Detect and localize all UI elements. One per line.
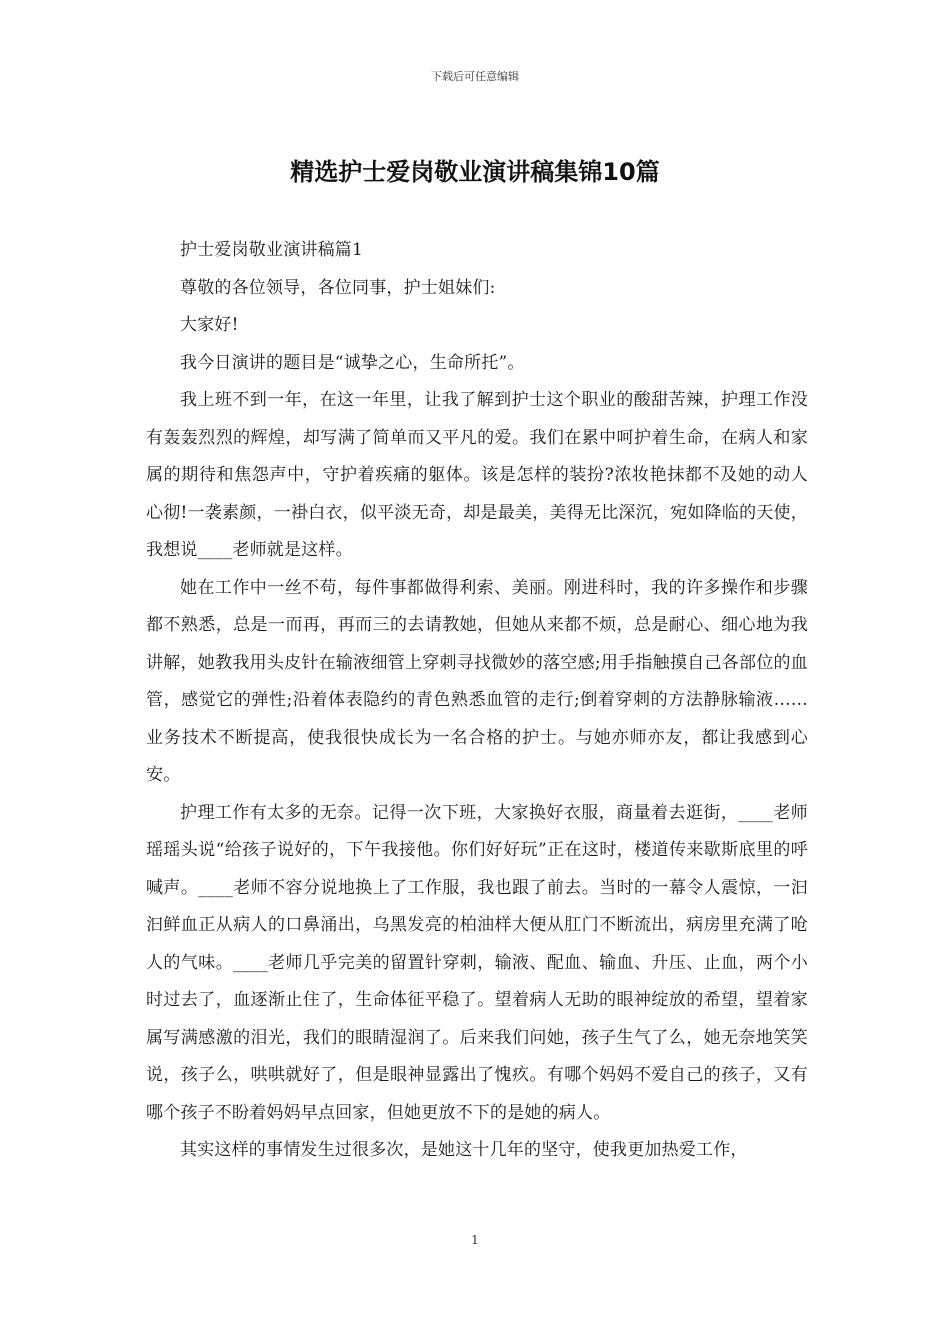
paragraph-section-heading: 护士爱岗敬业演讲稿篇1 [180,240,364,260]
document-title: 精选护士爱岗敬业演讲稿集锦10篇 [290,158,660,186]
paragraph-topic: 我今日演讲的题目是“诚挚之心，生命所托”。 [180,352,525,373]
paragraph-body-4: 其实这样的事情发生过很多次，是她这十几年的坚守，使我更加热爱工作， [180,1140,748,1160]
document-body [146,232,808,1170]
paragraph-body-1: 我上班不到一年，在这一年里，让我了解到护士这个职业的酸甜苦辣，护理工作没有轰轰烈烈的辉煌，却写满了简单而又平凡的爱。我们在累中呵护着生命，在病人和家属的期待和焦怨声中，守护着疾痛的躯体。该是怎样的装扮?浓妆艳抹都不及她的动人心彻!一袭素颜，一褂白衣，似平淡无奇，却是最美，美得无比深沉，宛如降临的天使，我想说____老师就是这样。 [146,390,808,560]
paragraph-greeting: 大家好! [180,315,239,335]
paragraph-body-3: 护理工作有太多的无奈。记得一次下班，大家换好衣服，商量着去逛街，____老师瑶瑶头说“给孩子说好的，下午我接他。你们好好玩”正在这时，楼道传来歇斯底里的呼喊声。____老师不容分说地换上了工作服，我也跟了前去。当时的一幕令人震惊，一汩汩鲜血正从病人的口鼻涌出，乌黑发亮的柏油样大便从肛门不断流出，病房里充满了呛人的气味。____老师几乎完美的留置针穿刺，输液、配血、输血、升压、止血，两个小时过去了，血逐渐止住了，生命体征平稳了。望着病人无助的眼神绽放的希望，望着家属写满感激的泪光，我们的眼睛湿润了。后来我们问她，孩子生气了么，她无奈地笑笑说，孩子么，哄哄就好了，但是眼神显露出了愧疚。有哪个妈妈不爱自己的孩子，又有哪个孩子不盼着妈妈早点回家，但她更放不下的是她的病人。 [146,802,808,1123]
page-number: 1 [471,1233,479,1247]
page-header-note: 下载后可任意编辑 [431,70,519,83]
paragraph-body-2: 她在工作中一丝不苟，每件事都做得利索、美丽。刚进科时，我的许多操作和步骤都不熟悉，总是一而再，再而三的去请教她，但她从来都不烦，总是耐心、细心地为我讲解，她教我用头皮针在输液细管上穿刺寻找微妙的落空感;用手指触摸自己各部位的血管，感觉它的弹性;沿着体表隐约的青色熟悉血管的走行;倒着穿刺的方法静脉输液……业务技术不断提高，使我很快成长为一名合格的护士。与她亦师亦友，都让我感到心安。 [146,577,808,785]
paragraph-salutation: 尊敬的各位领导，各位同事，护士姐妹们: [180,277,496,298]
